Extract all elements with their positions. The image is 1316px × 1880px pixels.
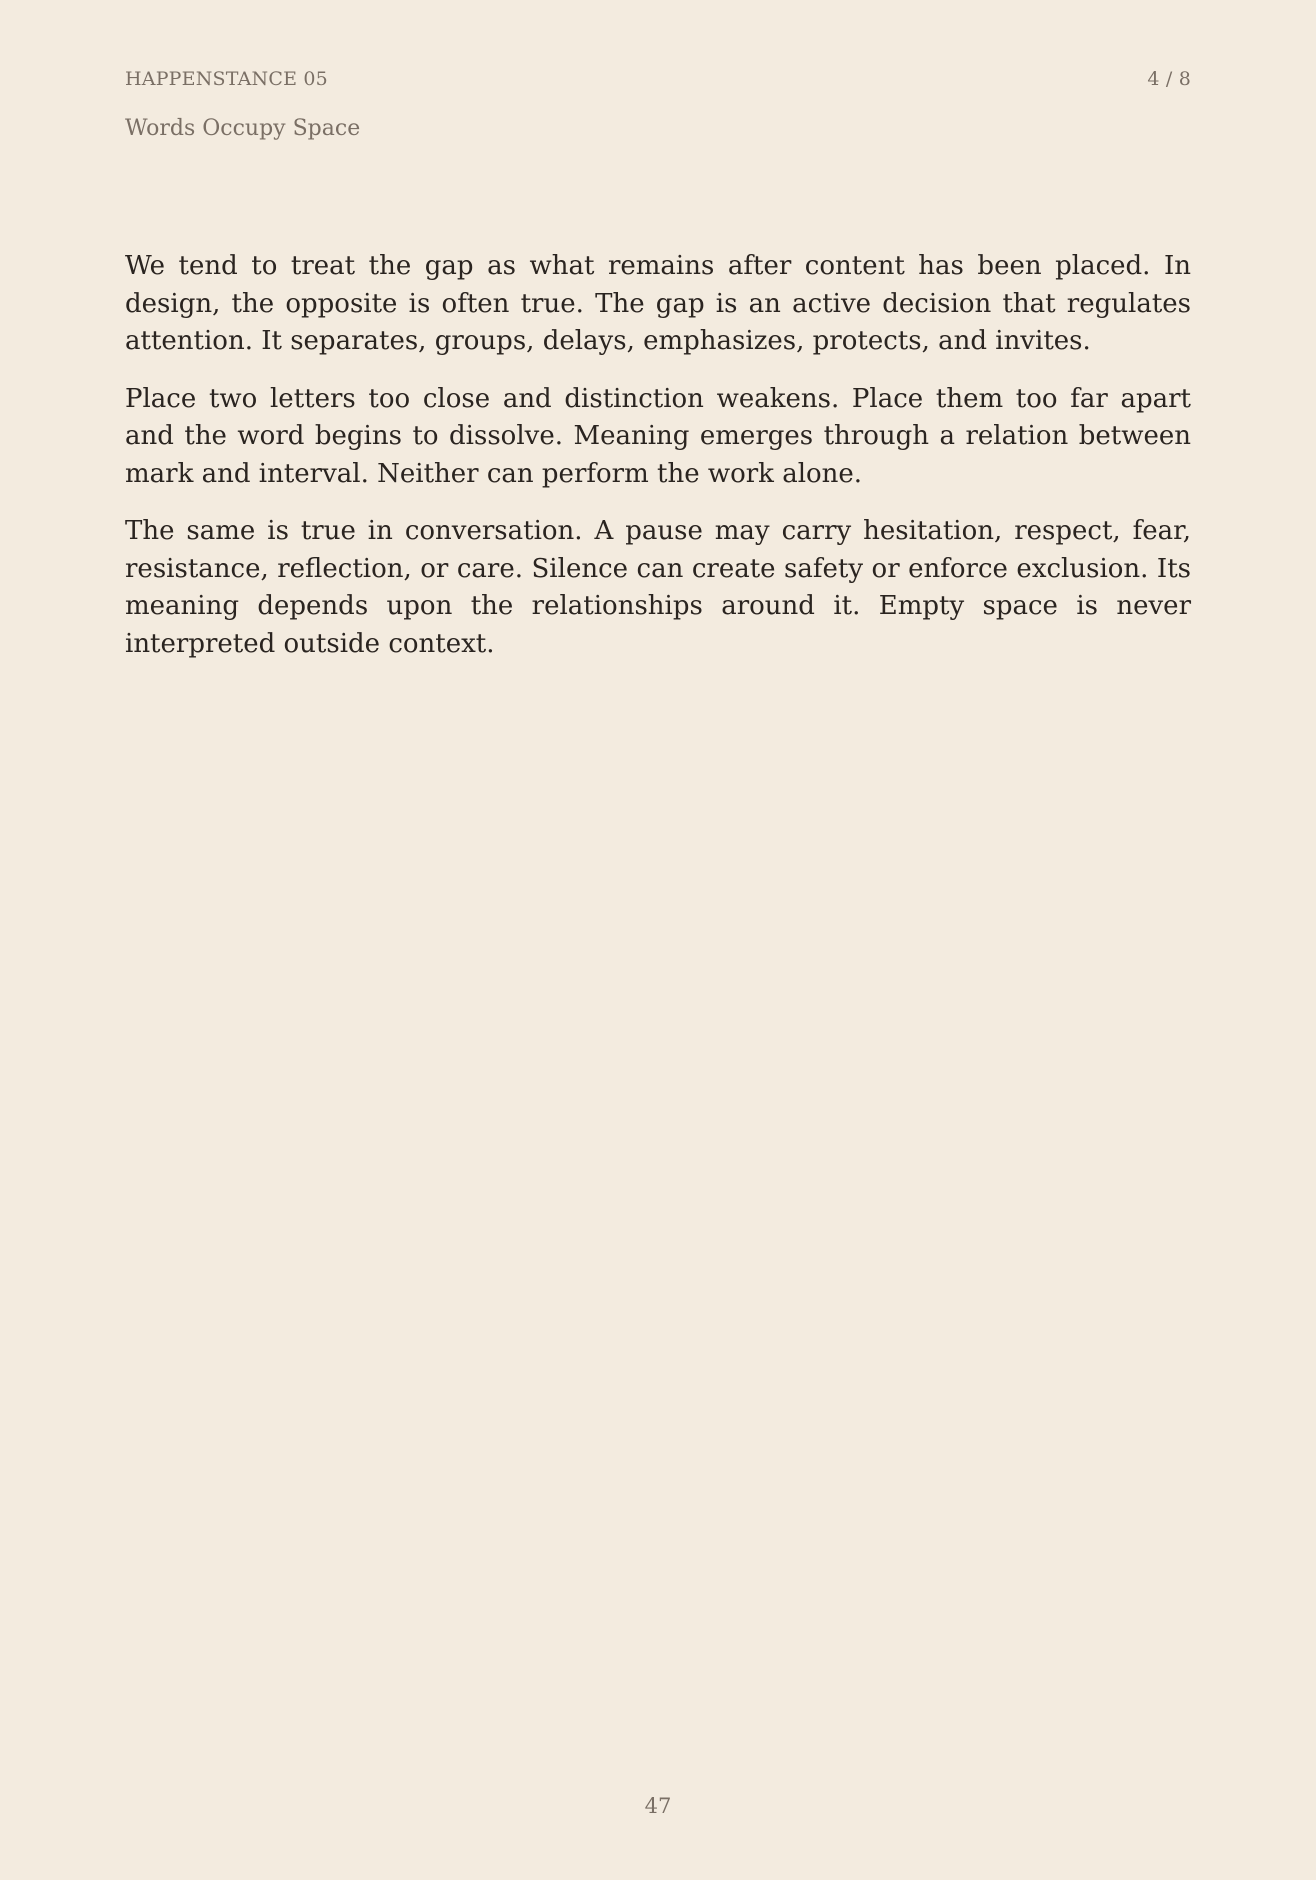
page-position: 4 / 8 <box>1147 68 1191 90</box>
body-text <box>125 248 1191 683</box>
paragraph: Place two letters too close and distinction weakens. Place them too far apart and the word begins to dissolve. Meaning emerges through a relation between mark and interval. Neither can perform the work alone. <box>125 383 1191 489</box>
running-head <box>125 68 1191 90</box>
publication-name: HAPPENSTANCE 05 <box>125 68 328 90</box>
page-number: 47 <box>644 1794 672 1818</box>
paragraph: We tend to treat the gap as what remains after content has been placed. In design, the opposite is often true. The gap is an active decision that regulates attention. It separates, groups, delays, emphasizes, protects, and invites. <box>125 251 1191 356</box>
paragraph: The same is true in conversation. A pause may carry hesitation, respect, fear, resistance, reflection, or care. Silence can create safety or enforce exclusion. Its meaning depends upon the relationships around it. Empty space is never interpreted outside context. <box>125 516 1191 659</box>
document-page <box>125 0 1191 1880</box>
section-title: Words Occupy Space <box>125 116 361 141</box>
